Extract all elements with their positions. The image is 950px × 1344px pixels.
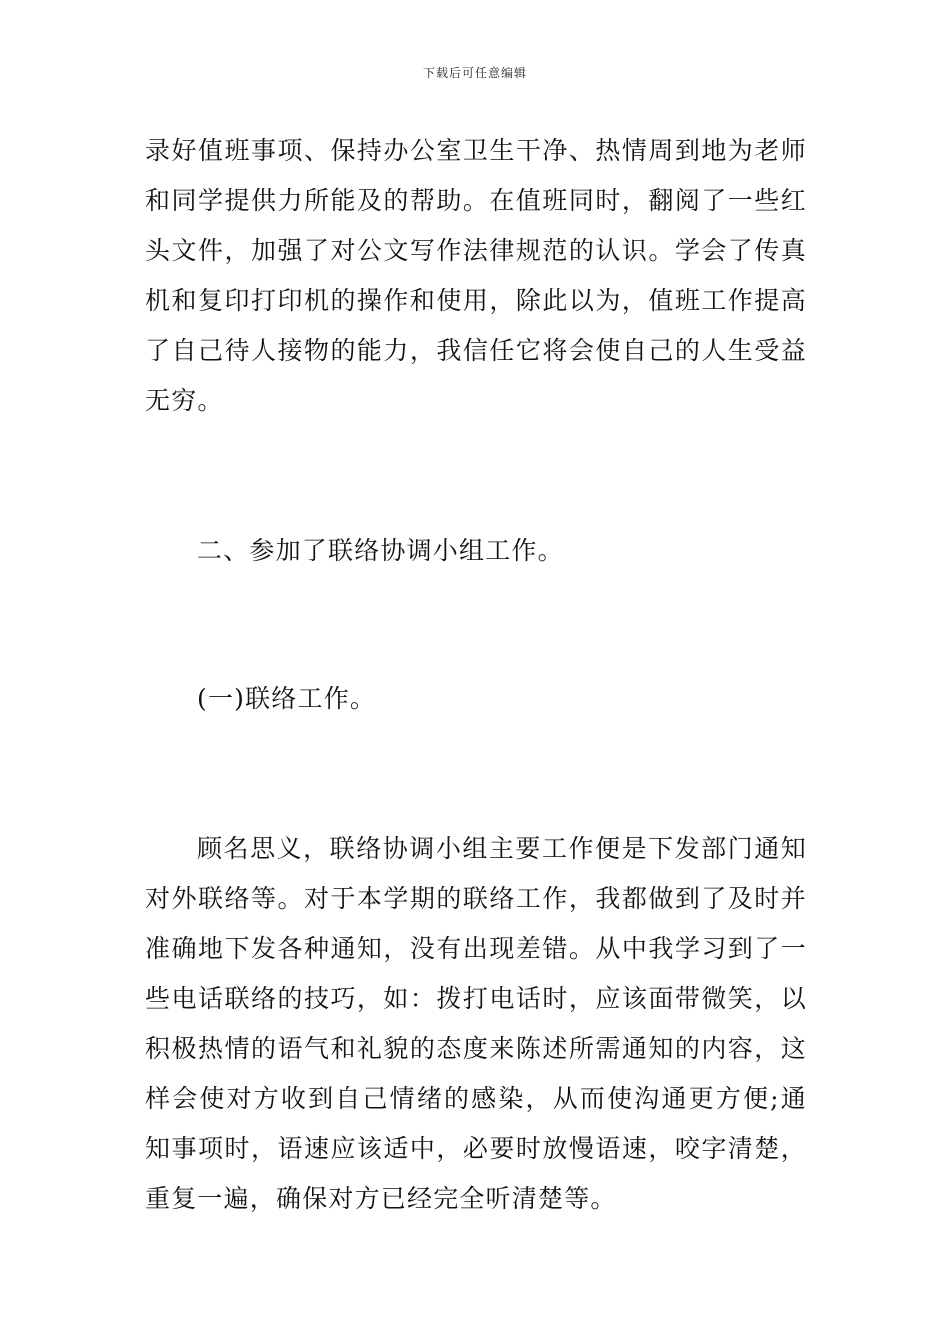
body-paragraph: 录好值班事项、保持办公室卫生干净、热情周到地为老师和同学提供力所能及的帮助。在值班同时，翻阅了一些红头文件，加强了对公文写作法律规范的认识。学会了传真机和复印打印机的操作和使用，除此以为，值班工作提高了自己待人接物的能力，我信任它将会使自己的人生受益无穷。 bbox=[145, 136, 807, 415]
section-heading: 二、参加了联络协调小组工作。 bbox=[197, 536, 564, 565]
body-paragraph: 顾名思义，联络协调小组主要工作便是下发部门通知对外联络等。对于本学期的联络工作，我都做到了及时并准确地下发各种通知，没有出现差错。从中我学习到了一些电话联络的技巧，如：拨打电话时，应该面带微笑，以积极热情的语气和礼貌的态度来陈述所需通知的内容，这样会使对方收到自己情绪的感染，从而使沟通更方便;通知事项时，语速应该适中，必要时放慢语速，咬字清楚，重复一遍，确保对方已经完全听清楚等。 bbox=[145, 834, 807, 1213]
subsection-heading: (一)联络工作。 bbox=[197, 684, 377, 713]
page-header-note: 下载后可任意编辑 bbox=[422, 66, 527, 80]
